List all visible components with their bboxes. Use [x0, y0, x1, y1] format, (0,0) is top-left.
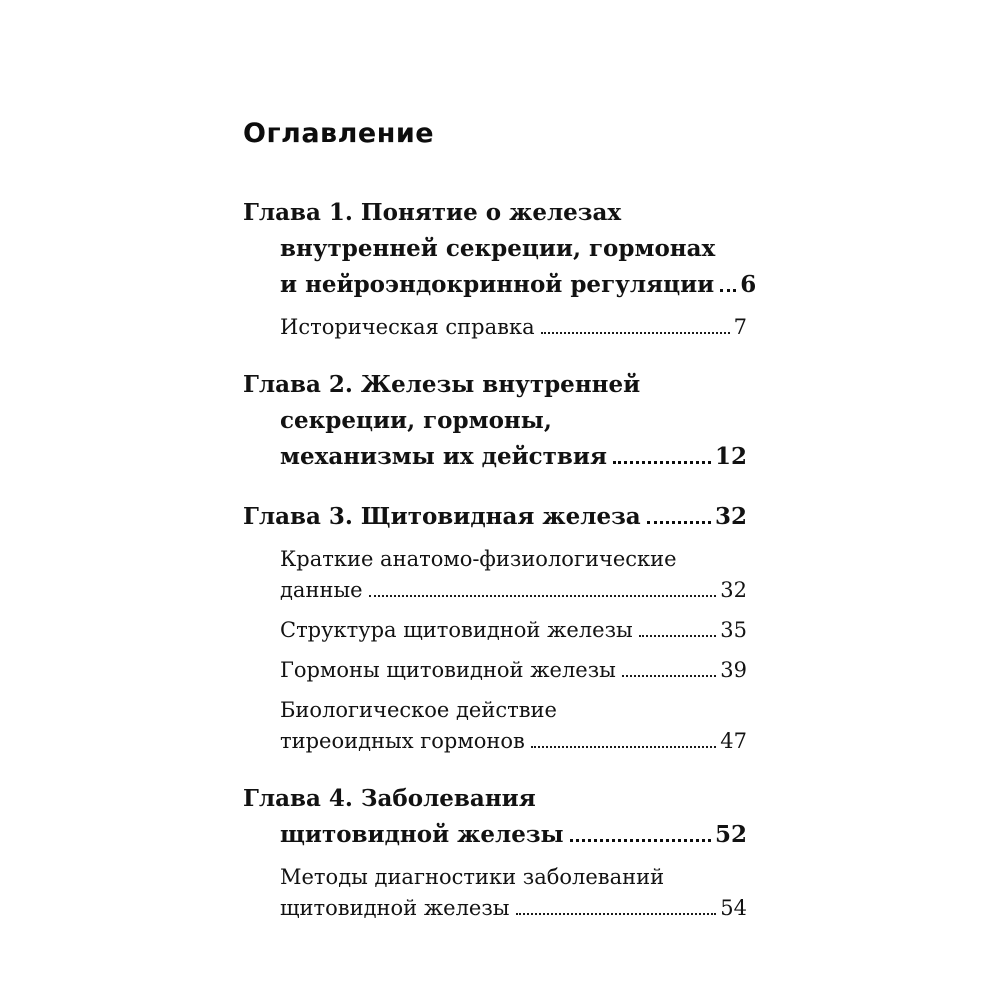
toc-entry: [243, 695, 747, 757]
toc-line: [280, 615, 747, 646]
toc-line: внутренней секреции, гормонах: [280, 235, 716, 262]
toc-line: Методы диагностики заболеваний: [280, 865, 665, 889]
toc-line-text: щитовидной железы: [280, 821, 564, 848]
toc-line: Глава 1. Понятие о железах: [243, 199, 622, 226]
toc-line-text: Структура щитовидной железы: [280, 618, 633, 642]
toc-line: [280, 575, 747, 606]
toc-line-text: и нейроэндокринной регуляции: [280, 271, 715, 298]
toc-entry: [243, 781, 747, 853]
toc-line: [243, 817, 747, 853]
toc-line: Глава 2. Железы внутренней: [243, 371, 641, 398]
dot-leader: [720, 289, 736, 292]
page-number: 32: [720, 578, 747, 602]
toc-entry: [243, 195, 757, 303]
table-of-contents: [243, 195, 757, 924]
toc-line-text: тиреоидных гормонов: [280, 729, 525, 753]
toc-entry: [243, 862, 747, 924]
toc-entry: [243, 499, 747, 535]
page-number: 47: [720, 729, 747, 753]
dot-leader: [613, 461, 711, 464]
toc-entry: [243, 655, 747, 686]
page-number: 32: [714, 503, 747, 530]
dot-leader: [639, 635, 717, 637]
toc-line: Краткие анатомо-физиологические: [280, 547, 677, 571]
toc-line-text: щитовидной железы: [280, 896, 510, 920]
dot-leader: [369, 595, 717, 597]
toc-line-text: Гормоны щитовидной железы: [280, 658, 616, 682]
book-page: [243, 118, 757, 924]
toc-entry: [243, 615, 747, 646]
toc-line: [280, 655, 747, 686]
page-number: 12: [714, 443, 747, 470]
toc-line-text: Глава 3. Щитовидная железа: [243, 503, 641, 530]
toc-entry: [243, 312, 747, 343]
toc-line: [243, 439, 747, 475]
page-number: 35: [720, 618, 747, 642]
dot-leader: [647, 521, 711, 524]
toc-line: [280, 726, 747, 757]
dot-leader: [531, 746, 716, 748]
toc-line: Глава 4. Заболевания: [243, 785, 536, 812]
dot-leader: [570, 839, 711, 842]
toc-line: Биологическое действие: [280, 698, 557, 722]
dot-leader: [541, 332, 730, 334]
page-number: 7: [733, 315, 747, 339]
toc-line-text: Историческая справка: [280, 315, 535, 339]
toc-line: секреции, гормоны,: [280, 407, 552, 434]
dot-leader: [622, 675, 716, 677]
page-number: 6: [740, 271, 757, 298]
toc-line-text: механизмы их действия: [280, 443, 607, 470]
page-title: Оглавление: [243, 118, 435, 149]
toc-line: [243, 267, 757, 303]
dot-leader: [516, 913, 717, 915]
toc-line: [243, 499, 747, 535]
page-number: 52: [714, 821, 747, 848]
toc-entry: [243, 367, 747, 475]
toc-line: [280, 893, 747, 924]
page-number: 54: [720, 896, 747, 920]
toc-entry: [243, 544, 747, 606]
page-number: 39: [720, 658, 747, 682]
toc-line-text: данные: [280, 578, 363, 602]
toc-line: [280, 312, 747, 343]
